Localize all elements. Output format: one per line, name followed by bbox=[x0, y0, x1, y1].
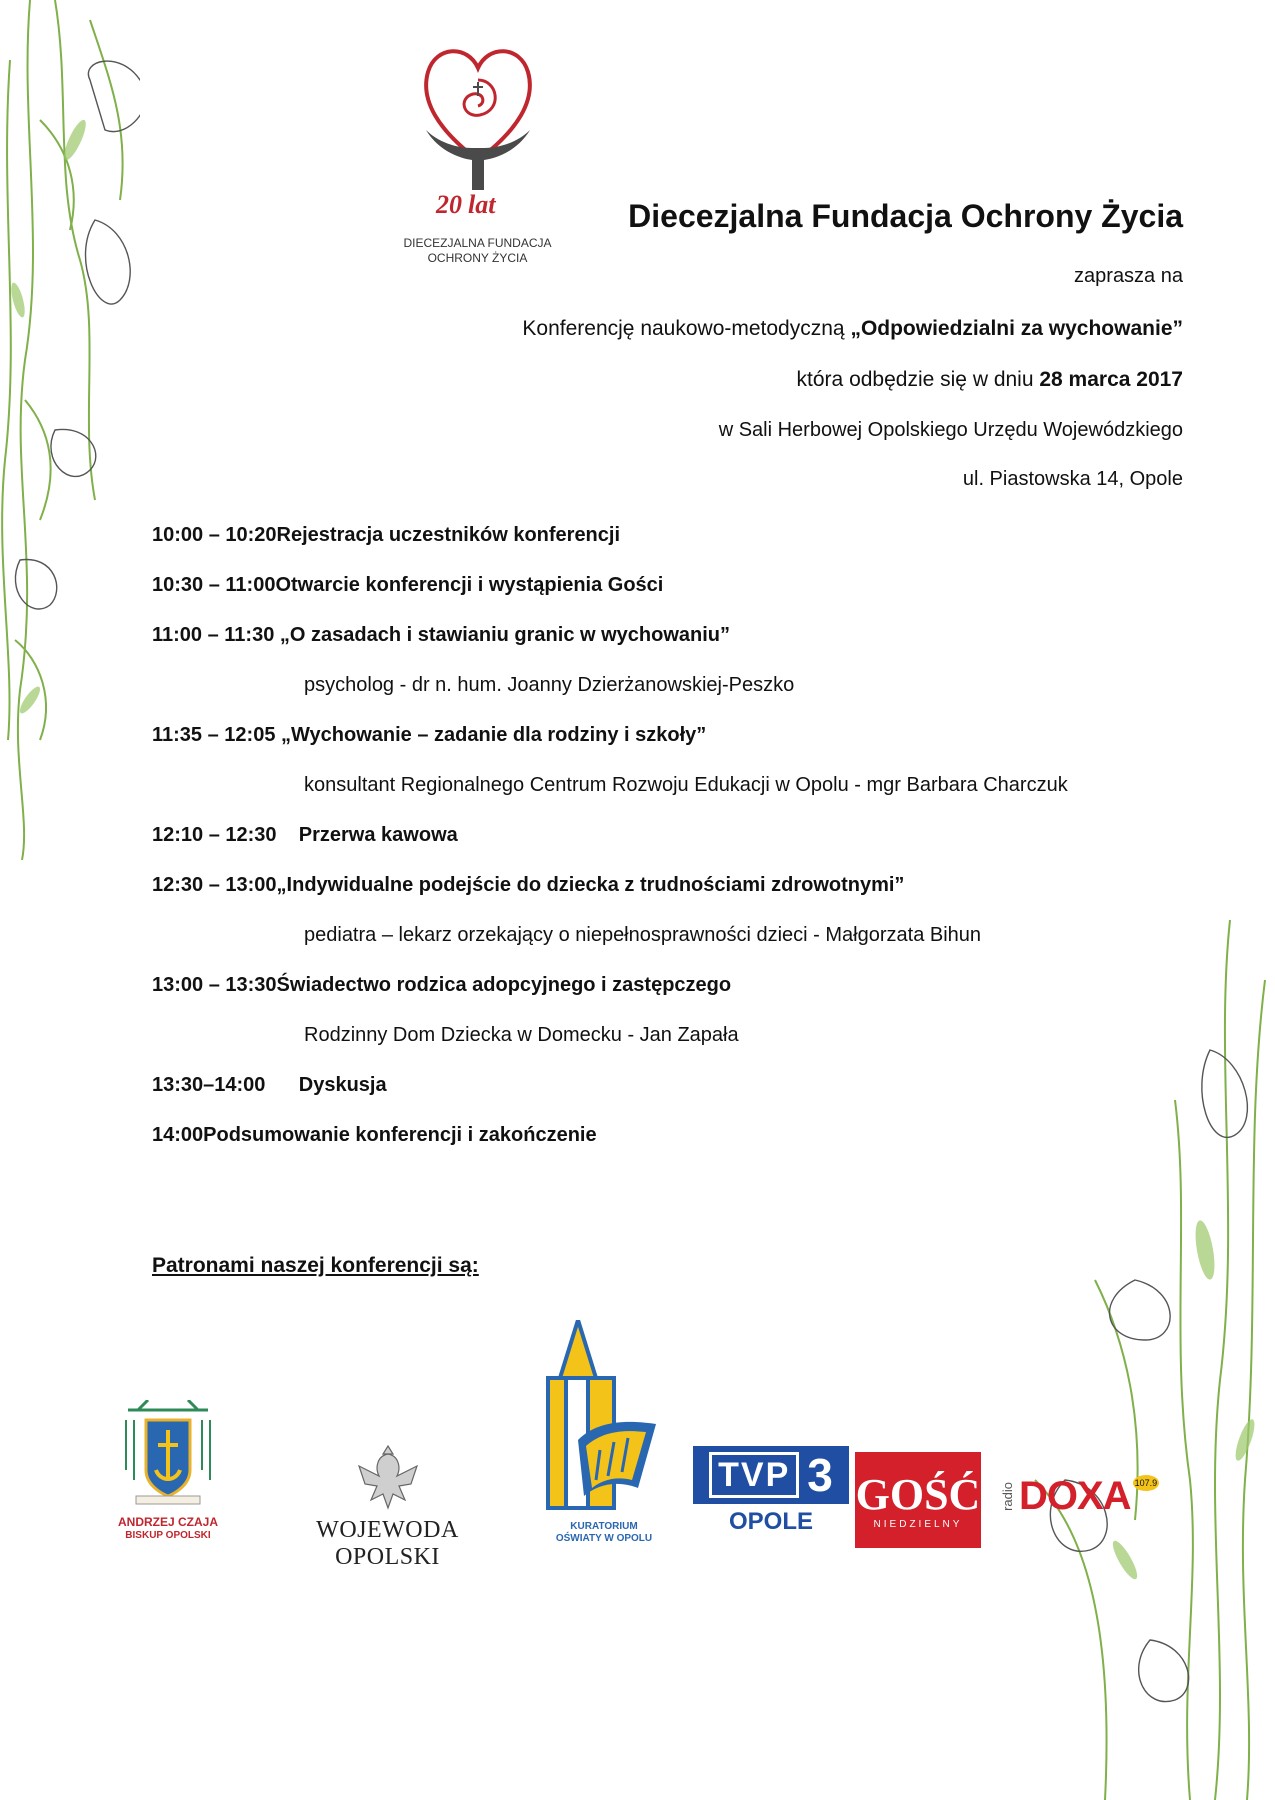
tvp-name: TVP bbox=[709, 1452, 799, 1498]
doxa-frequency: 107.9 bbox=[1133, 1475, 1160, 1491]
logo-caption bbox=[390, 236, 565, 266]
agenda-time: 11:00 – 11:30 bbox=[152, 624, 275, 646]
logo-anniversary-text bbox=[436, 190, 495, 220]
kuratorium-line1: KURATORIUM bbox=[570, 1521, 638, 1532]
agenda-speaker: psycholog - dr n. hum. Joanny Dzierżanowskiej-Peszko bbox=[304, 674, 795, 696]
kuratorium-logo bbox=[538, 1320, 670, 1545]
foundation-logo bbox=[390, 40, 565, 280]
agenda-title: „O zasadach i stawianiu granic w wychowaniu” bbox=[279, 624, 731, 646]
logo-years-number: 20 bbox=[436, 190, 462, 219]
agenda-speaker: pediatra – lekarz orzekający o niepełnosprawności dzieci - Małgorzata Bihun bbox=[304, 924, 982, 946]
agenda-speaker: konsultant Regionalnego Centrum Rozwoju Edukacji w Opolu - mgr Barbara Charczuk bbox=[304, 774, 1068, 796]
agenda-title: „Indywidualne podejście do dziecka z trudnościami zdrowotnymi” bbox=[276, 874, 905, 896]
patrons-heading: Patronami naszej konferencji są: bbox=[152, 1254, 479, 1277]
organization-title: Diecezjalna Fundacja Ochrony Życia bbox=[628, 198, 1183, 234]
agenda-title: Świadectwo rodzica adopcyjnego i zastępczego bbox=[276, 974, 732, 996]
agenda-time: 14:00 bbox=[152, 1124, 204, 1146]
gosc-badge bbox=[855, 1452, 981, 1548]
agenda-item bbox=[152, 870, 1202, 920]
wojewoda-logo bbox=[265, 1440, 510, 1570]
bishop-coat-of-arms-logo bbox=[118, 1400, 218, 1550]
agenda-title: Otwarcie konferencji i wystąpienia Gości bbox=[275, 574, 664, 596]
doxa-name: DOXA bbox=[1019, 1473, 1131, 1518]
agenda-item bbox=[152, 1120, 1202, 1170]
agenda-title: Przerwa kawowa bbox=[298, 824, 458, 846]
tvp-city: OPOLE bbox=[728, 1508, 813, 1535]
agenda-item bbox=[152, 1070, 1202, 1120]
agenda-speaker: Rodzinny Dom Dziecka w Domecku - Jan Zapała bbox=[304, 1024, 739, 1046]
tvp-number: 3 bbox=[807, 1449, 833, 1501]
heart-hands-logo-icon bbox=[418, 40, 538, 190]
bishop-title: BISKUP OPOLSKI bbox=[125, 1530, 211, 1541]
agenda-time: 12:10 – 12:30 bbox=[152, 824, 277, 846]
agenda-title: Dyskusja bbox=[298, 1074, 387, 1096]
tvp-badge bbox=[693, 1446, 849, 1504]
radio-doxa-logo bbox=[1000, 1465, 1158, 1527]
agenda-time: 10:00 – 10:20 bbox=[152, 524, 277, 546]
tvp3-opole-logo bbox=[693, 1446, 849, 1544]
conference-line bbox=[522, 317, 1183, 341]
conference-title: „Odpowiedzialni za wychowanie” bbox=[850, 317, 1183, 340]
wojewoda-name: WOJEWODA OPOLSKI bbox=[316, 1517, 459, 1570]
agenda-time: 12:30 – 13:00 bbox=[152, 874, 277, 896]
agenda-title: Podsumowanie konferencji i zakończenie bbox=[203, 1124, 597, 1146]
agenda-item bbox=[152, 620, 1202, 670]
date-prefix: która odbędzie się w dniu bbox=[796, 368, 1040, 391]
gosc-name: GOŚĆ bbox=[855, 1469, 981, 1519]
polish-eagle-icon bbox=[353, 1440, 423, 1512]
address-text: ul. Piastowska 14, Opole bbox=[962, 468, 1183, 490]
agenda-item bbox=[152, 820, 1202, 870]
floral-vine-left-decoration bbox=[0, 0, 140, 860]
invite-text: zaprasza na bbox=[1074, 265, 1183, 287]
venue-text: w Sali Herbowej Opolskiego Urzędu Wojewódzkiego bbox=[718, 419, 1183, 441]
kuratorium-line2: OŚWIATY W OPOLU bbox=[555, 1533, 653, 1544]
bishop-name: ANDRZEJ CZAJA bbox=[118, 1515, 219, 1529]
conference-date: 28 marca 2017 bbox=[1039, 368, 1183, 391]
gosc-sub: NIEDZIELNY bbox=[873, 1518, 963, 1530]
kuratorium-building-book-icon bbox=[538, 1320, 670, 1516]
doxa-badge bbox=[1000, 1465, 1158, 1527]
logo-caption-line1: DIECEZJALNA FUNDACJA bbox=[403, 236, 552, 250]
agenda-title: „Wychowanie – zadanie dla rodziny i szkoły” bbox=[281, 724, 707, 746]
gosc-niedzielny-logo bbox=[855, 1452, 981, 1548]
agenda-time: 13:00 – 13:30 bbox=[152, 974, 277, 996]
doxa-prefix: radio bbox=[1000, 1481, 1015, 1511]
logo-caption-line2: OCHRONY ŻYCIA bbox=[427, 251, 528, 265]
agenda-time: 13:30–14:00 bbox=[152, 1074, 266, 1096]
conference-prefix: Konferencję naukowo-metodyczną bbox=[522, 317, 851, 340]
agenda bbox=[152, 520, 1202, 1170]
agenda-time: 10:30 – 11:00 bbox=[152, 574, 276, 596]
agenda-item bbox=[152, 570, 1202, 620]
agenda-time: 11:35 – 12:05 bbox=[152, 724, 276, 746]
bishop-crest-icon bbox=[118, 1400, 218, 1510]
agenda-title: Rejestracja uczestników konferencji bbox=[276, 524, 621, 546]
agenda-item bbox=[152, 520, 1202, 570]
date-line bbox=[797, 368, 1183, 392]
agenda-item bbox=[152, 720, 1202, 770]
logo-years-word: lat bbox=[468, 190, 496, 219]
agenda-item bbox=[152, 970, 1202, 1020]
